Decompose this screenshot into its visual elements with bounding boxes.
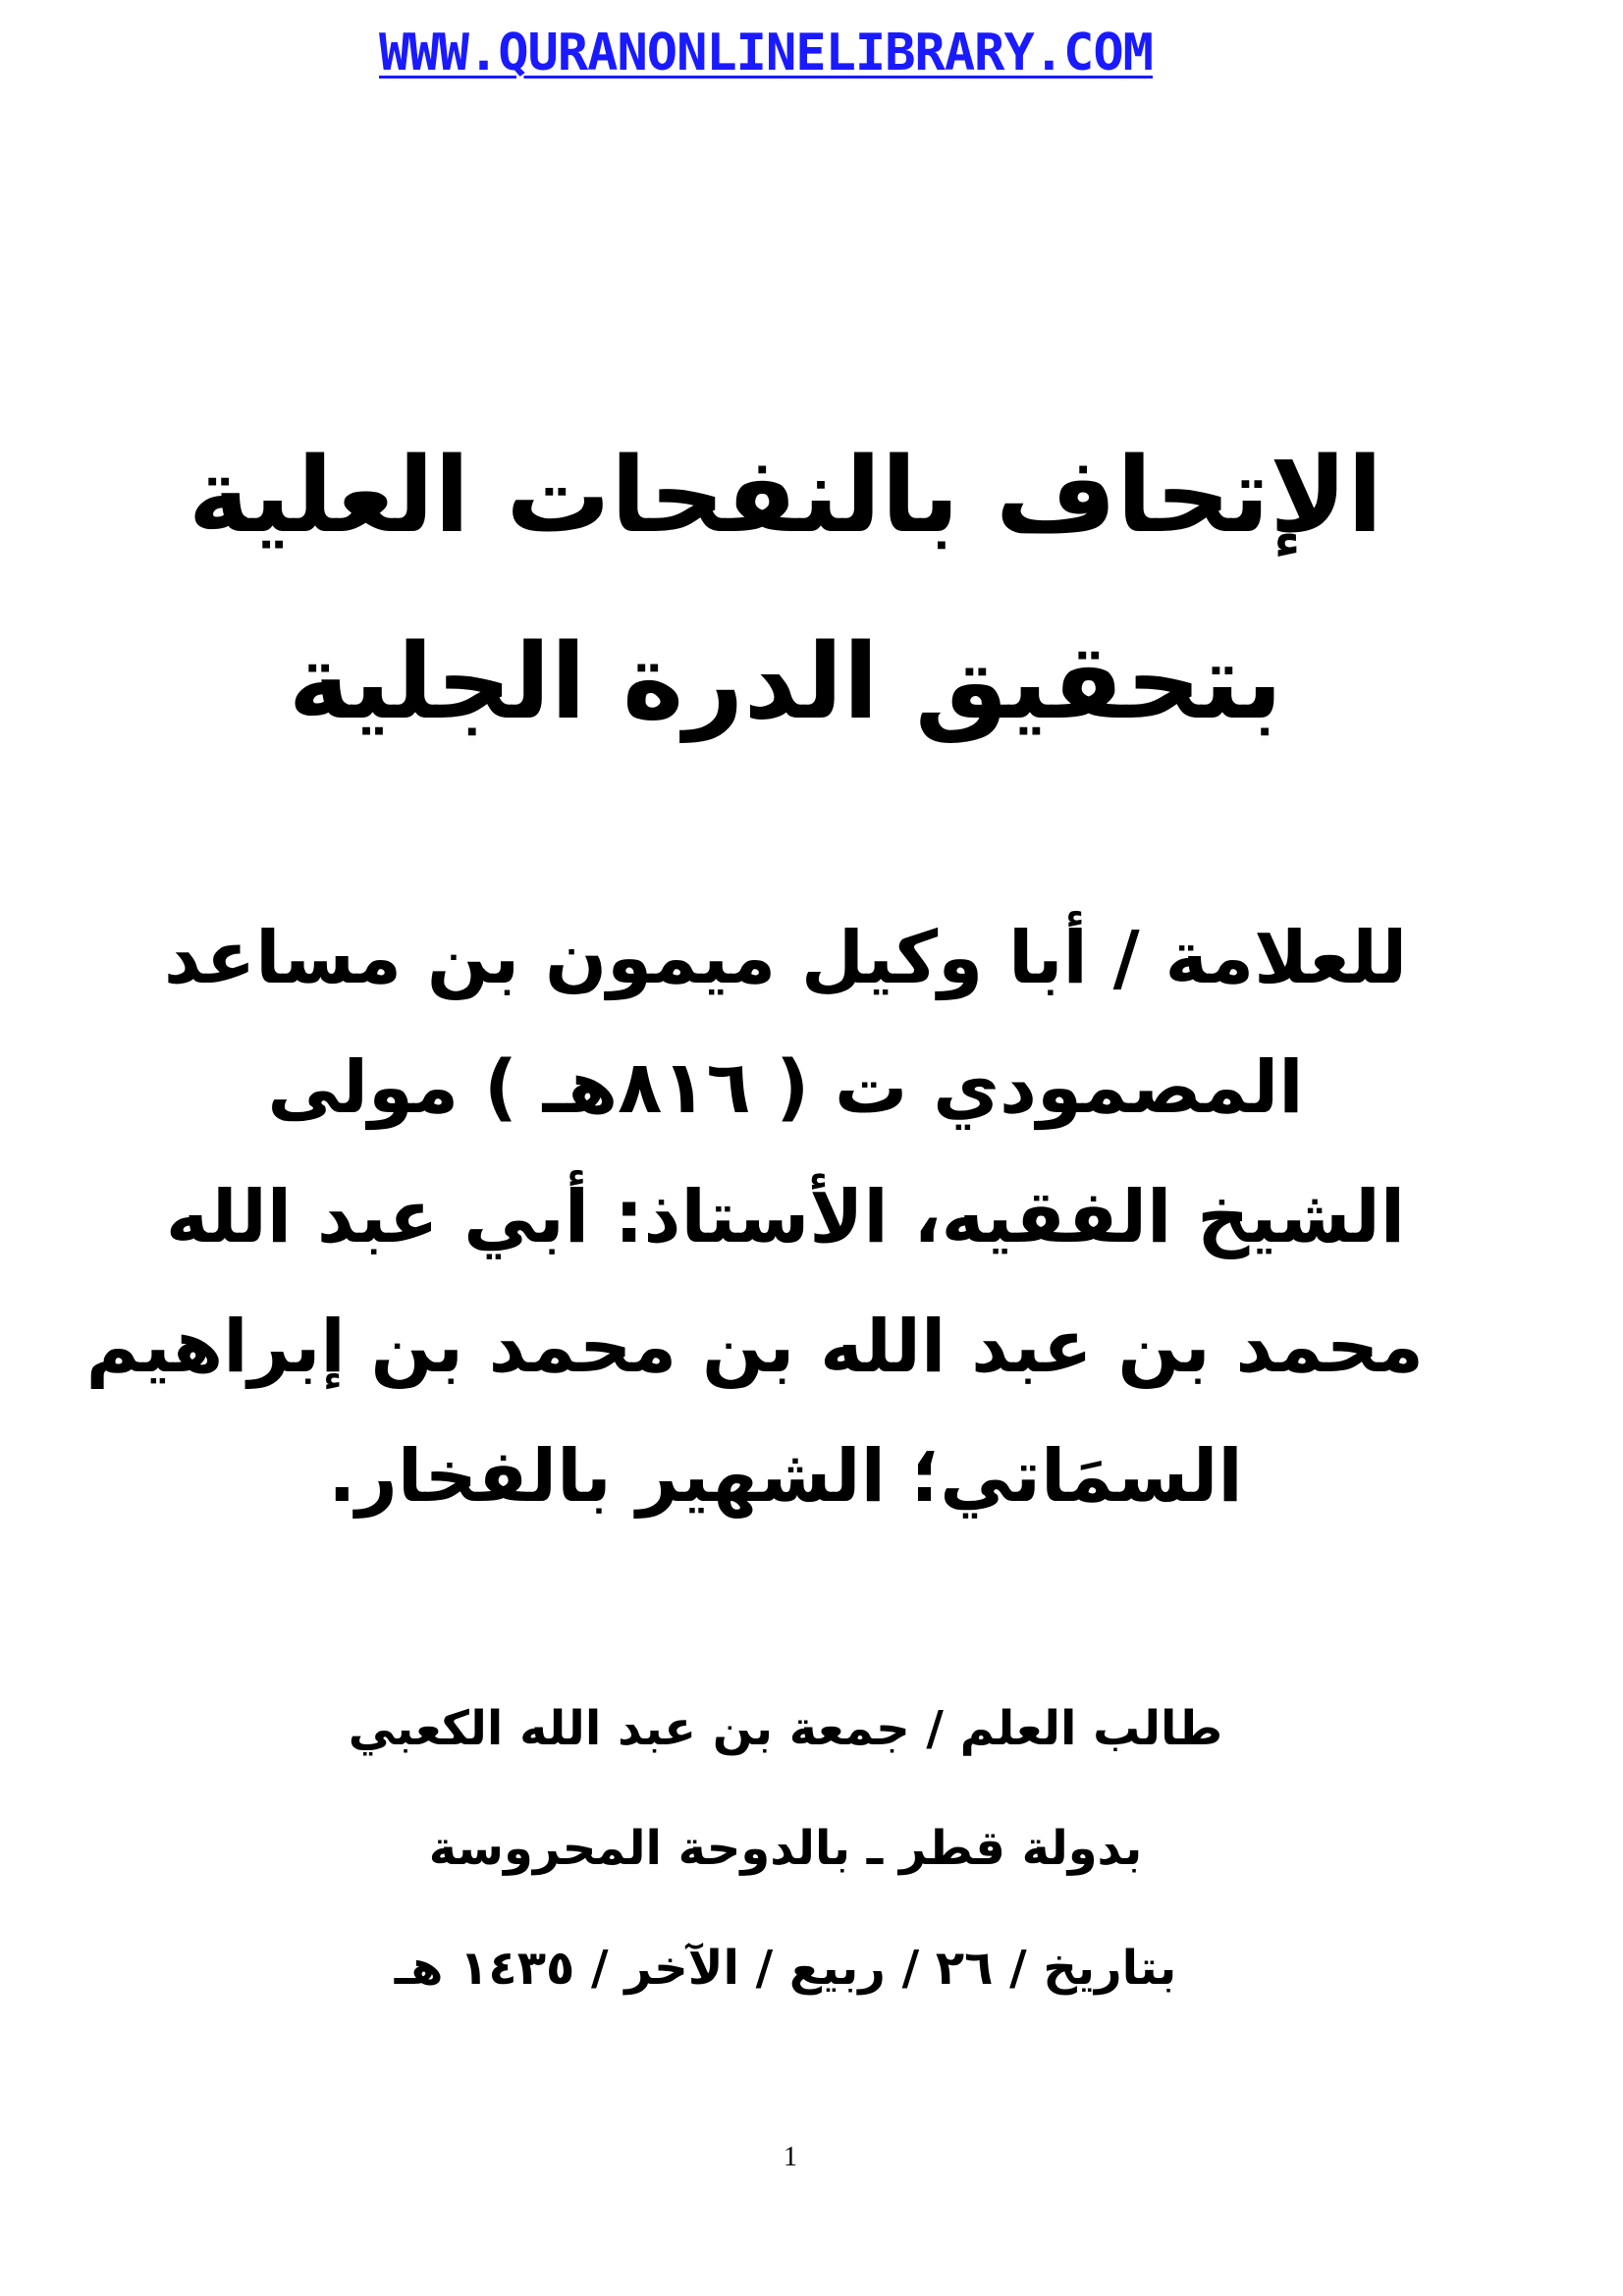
author-line-3: الشيخ الفقيه، الأستاذ: أبي عبد الله xyxy=(165,1175,1406,1259)
publication-info xyxy=(147,1669,1424,2028)
book-title xyxy=(147,402,1424,775)
location-line: بدولة قطر ـ بالدوحة المحروسة xyxy=(428,1821,1143,1876)
title-line-1: الإتحاف بالنفحات العلية xyxy=(188,435,1383,556)
author-line-2: المصمودي ت ( ٨١٦هـ ) مولى xyxy=(267,1045,1304,1130)
website-link[interactable]: WWW.QURANONLINELIBRARY.COM xyxy=(379,24,1153,82)
title-line-2: بتحقيق الدرة الجلية xyxy=(288,621,1283,742)
author-section xyxy=(85,893,1424,1541)
author-line-1: للعلامة / أبا وكيل ميمون بن مساعد xyxy=(163,916,1408,1000)
page-number: 1 xyxy=(784,2142,797,2172)
date-line: بتاريخ / ٢٦ / ربيع / الآخر / ١٤٣٥ هـ xyxy=(394,1941,1177,1996)
author-line-5: السمَاتي؛ الشهير بالفخار. xyxy=(328,1434,1243,1519)
author-line-4: محمد بن عبد الله بن محمد بن إبراهيم xyxy=(85,1305,1424,1389)
editor-line: طالب العلم / جمعة بن عبد الله الكعبي xyxy=(348,1701,1223,1756)
